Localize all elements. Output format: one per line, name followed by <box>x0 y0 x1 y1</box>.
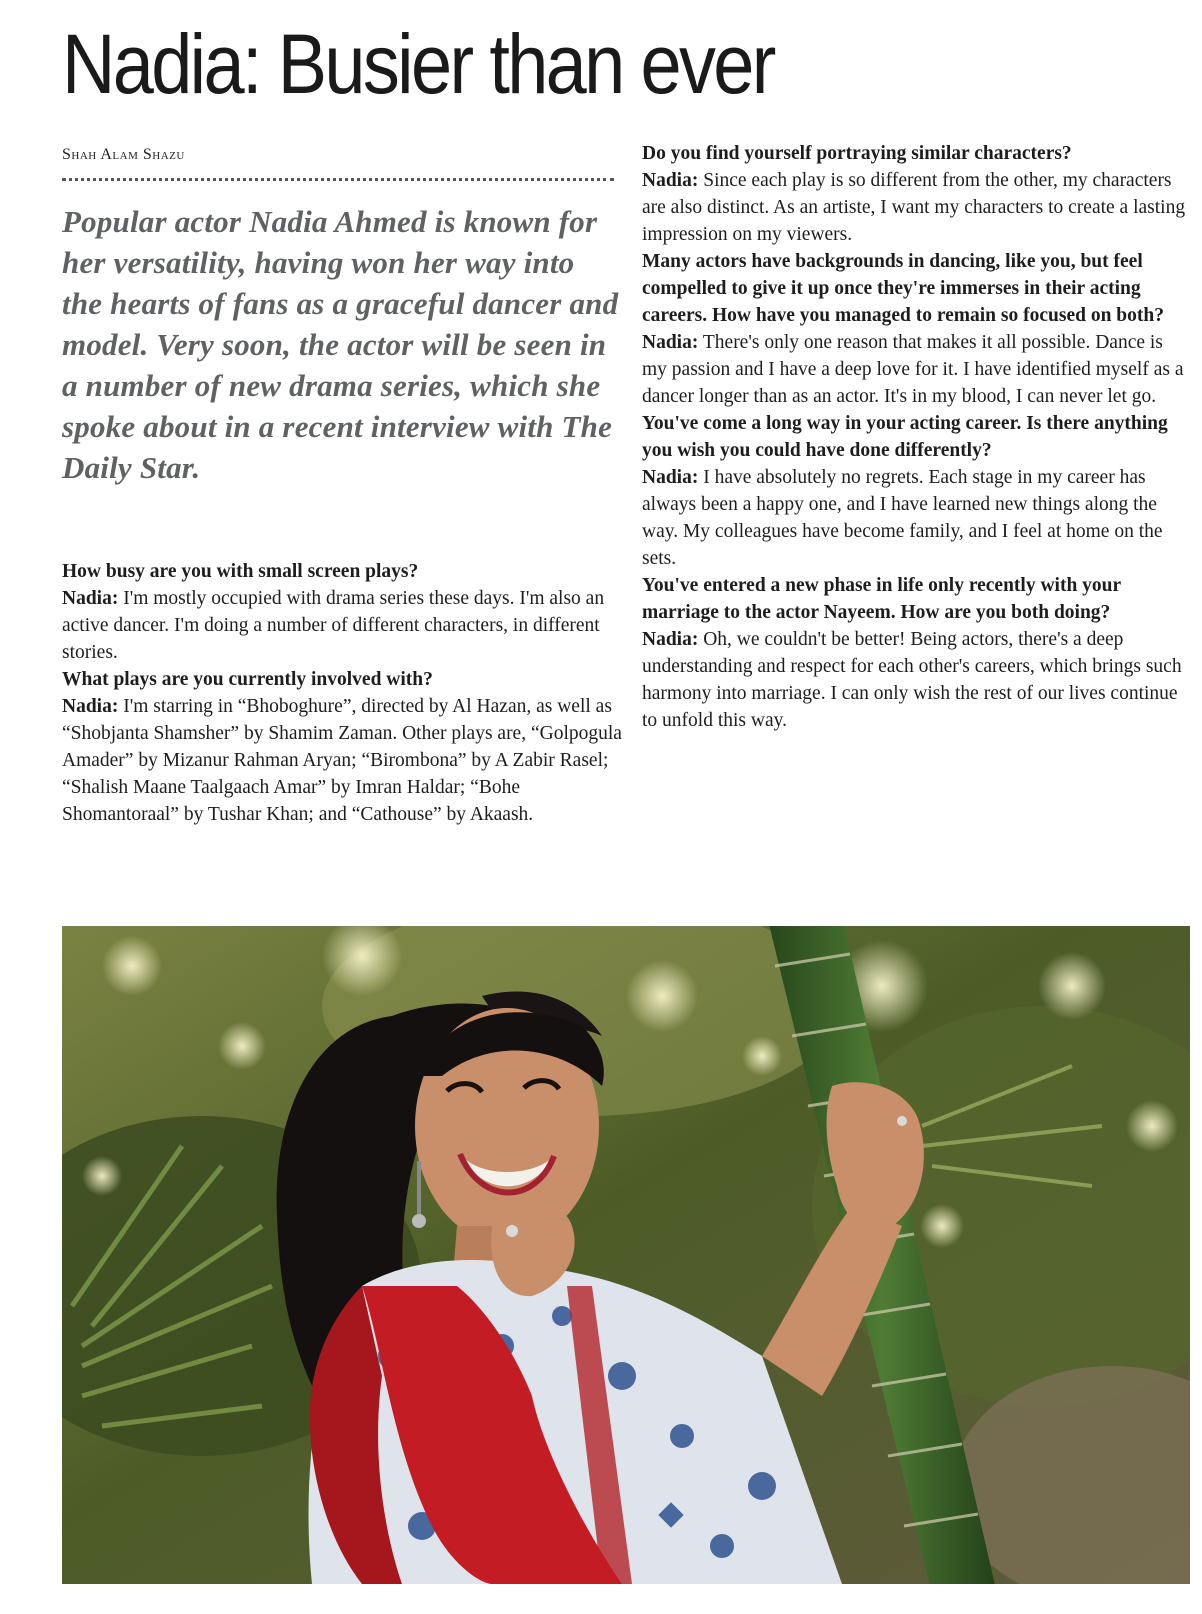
interview-answer: Nadia: I'm starring in “Bhoboghure”, directed by Al Hazan, as well as “Shobjanta Shamsher” by Shamim Zaman. Other plays are, “Golpogula Amader” by Mizanur Rahman Aryan; “Birombona” by A Zabir Rasel; “Shalish Maane Taalgaach Amar” by Imran Haldar; “Bohe Shomantoraal” by Tushar Khan; and “Cathouse” by Akaash. <box>62 696 622 825</box>
portrait-photo <box>62 926 1190 1584</box>
interview-question: What plays are you currently involved with? <box>62 669 433 690</box>
interview-answer: Nadia: Oh, we couldn't be better! Being actors, there's a deep understanding and respect for each other's careers, which brings such harmony into marriage. I can only wish the rest of our lives continue to unfold this way. <box>642 629 1182 731</box>
portrait-illustration <box>62 926 1190 1584</box>
interview-question: You've come a long way in your acting career. Is there anything you wish you could have done differently? <box>642 413 1168 461</box>
interview-answer: Nadia: Since each play is so different from the other, my characters are also distinct. As an artiste, I want my characters to create a lasting impression on my viewers. <box>642 170 1186 245</box>
standfirst: Popular actor Nadia Ahmed is known for her versatility, having won her way into the hearts of fans as a graceful dancer and model. Very soon, the actor will be seen in a number of new drama series, which she spoke about in a recent interview with The Daily Star. <box>62 204 619 485</box>
byline: Shah Alam Shazu <box>62 146 185 163</box>
interview-question: Many actors have backgrounds in dancing, like you, but feel compelled to give it up once they're immerses in their acting careers. How have you managed to remain so focused on both? <box>642 251 1164 326</box>
interview-question: You've entered a new phase in life only recently with your marriage to the actor Nayeem. How are you both doing? <box>642 575 1121 623</box>
interview-answer: Nadia: I'm mostly occupied with drama series these days. I'm also an active dancer. I'm doing a number of different characters, in different stories. <box>62 588 605 663</box>
text-column-right <box>642 140 1187 734</box>
byline-divider <box>62 178 614 181</box>
headline: Nadia: Busier than ever <box>62 17 774 111</box>
interview-answer: Nadia: I have absolutely no regrets. Each stage in my career has always been a happy one, and I have learned new things along the way. My colleagues have become family, and I feel at home on the sets. <box>642 467 1163 569</box>
interview-question: How busy are you with small screen plays? <box>62 561 419 582</box>
interview-answer: Nadia: There's only one reason that makes it all possible. Dance is my passion and I have a deep love for it. I have identified myself as a dancer longer than as an actor. It's in my blood, I can never let go. <box>642 332 1184 407</box>
text-column-left <box>62 558 622 828</box>
interview-question: Do you find yourself portraying similar characters? <box>642 143 1072 164</box>
